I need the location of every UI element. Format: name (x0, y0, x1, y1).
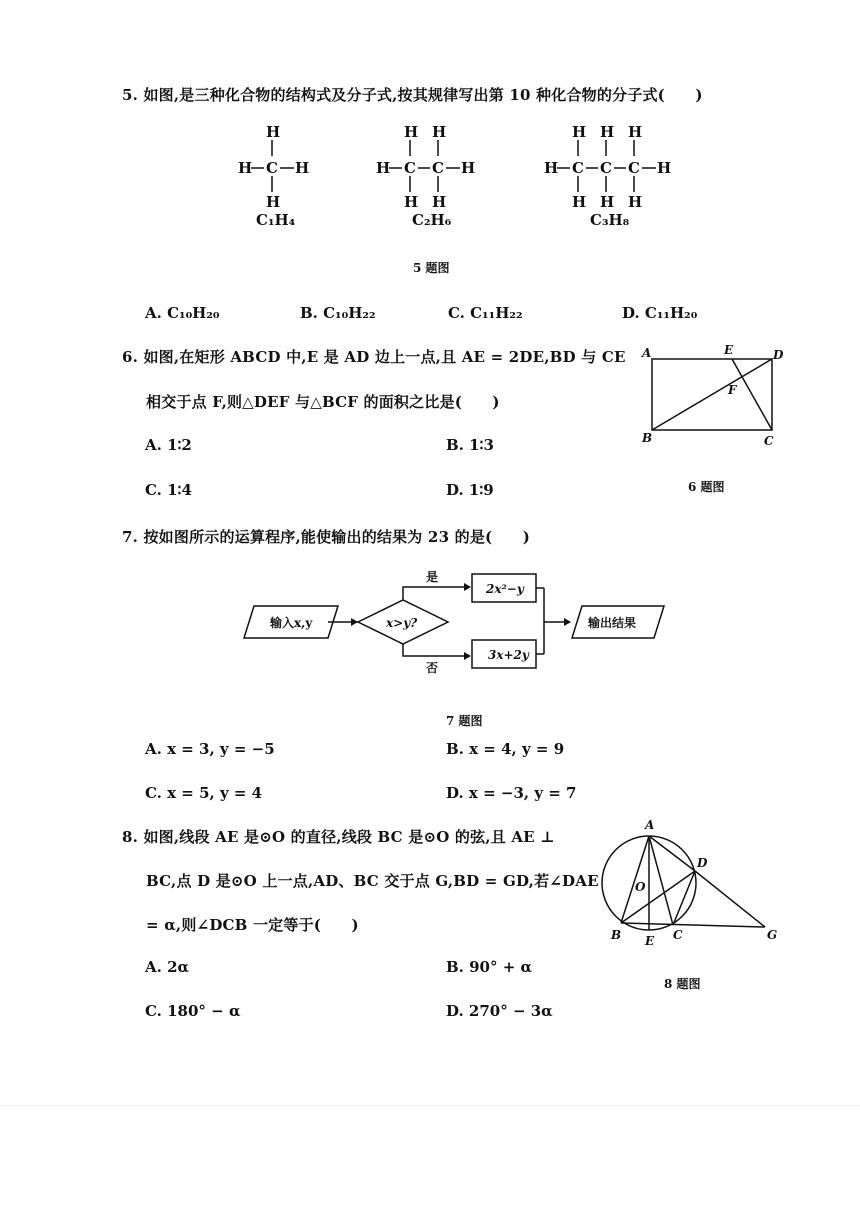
q6-option-d: D. 1∶9 (446, 481, 494, 499)
q5-option-a: A. C₁₀H₂₀ (145, 304, 220, 322)
q8-stem-line-3: = α,则∠DCB 一定等于( ) (146, 916, 359, 934)
atom-c: C (600, 159, 612, 177)
methane-structure (238, 123, 309, 211)
atom-h: H (628, 123, 643, 141)
atom-h: H (572, 193, 587, 211)
flow-expr-no: 3x+2y (488, 648, 529, 662)
atom-h: H (266, 123, 281, 141)
label-e: E (724, 343, 734, 357)
q7-flowchart (240, 566, 700, 676)
q5-caption: 5 题图 (413, 261, 450, 275)
flow-condition-label: x>y? (386, 616, 418, 630)
atom-h: H (544, 159, 559, 177)
q5-structural-formulas (0, 118, 860, 248)
atom-c: C (432, 159, 444, 177)
q8-option-c: C. 180° − α (145, 1002, 241, 1020)
atom-h: H (376, 159, 391, 177)
q6-stem-line-2: 相交于点 F,则△DEF 与△BCF 的面积之比是( ) (146, 393, 500, 411)
atom-h: H (600, 193, 615, 211)
q7-option-c: C. x = 5, y = 4 (145, 784, 263, 802)
flow-output-label: 输出结果 (588, 616, 637, 630)
atom-h: H (432, 193, 447, 211)
propane-structure (544, 123, 671, 211)
q8-circle-figure (605, 815, 805, 955)
q7-option-d: D. x = −3, y = 7 (446, 784, 577, 802)
flow-no-label: 否 (426, 661, 439, 675)
atom-h: H (461, 159, 476, 177)
atom-h: H (238, 159, 253, 177)
q7-option-a: A. x = 3, y = −5 (145, 740, 275, 758)
q6-option-a: A. 1∶2 (145, 436, 192, 454)
q7-caption: 7 题图 (446, 714, 483, 728)
atom-h: H (404, 193, 419, 211)
q8-option-d: D. 270° − 3α (446, 1002, 553, 1020)
atom-h: H (432, 123, 447, 141)
atom-h: H (295, 159, 310, 177)
q5-stem: 5. 如图,是三种化合物的结构式及分子式,按其规律写出第 10 种化合物的分子式( ) (122, 86, 703, 104)
atom-h: H (266, 193, 281, 211)
q8-stem-line-2: BC,点 D 是⊙O 上一点,AD、BC 交于点 G,BD = GD,若∠DAE (146, 872, 599, 890)
label-f: F (728, 383, 737, 397)
atom-c: C (266, 159, 278, 177)
flow-expr-yes: 2x²−y (486, 582, 524, 596)
atom-h: H (572, 123, 587, 141)
label-e: E (645, 934, 655, 948)
label-b: B (642, 431, 653, 445)
q8-option-b: B. 90° + α (446, 958, 533, 976)
q6-caption: 6 题图 (688, 480, 725, 494)
label-a: A (645, 818, 655, 832)
label-b: B (611, 928, 622, 942)
q6-option-c: C. 1∶4 (145, 481, 192, 499)
atom-c: C (628, 159, 640, 177)
q5-option-d: D. C₁₁H₂₀ (622, 304, 698, 322)
q5-option-c: C. C₁₁H₂₂ (448, 304, 523, 322)
formula-3: C₃H₈ (590, 211, 630, 229)
ethane-structure (376, 123, 475, 211)
atom-h: H (404, 123, 419, 141)
q8-caption: 8 题图 (664, 977, 701, 991)
label-a: A (642, 346, 652, 360)
flow-input-label: 输入x,y (270, 616, 313, 630)
q6-stem-line-1: 6. 如图,在矩形 ABCD 中,E 是 AD 边上一点,且 AE = 2DE,BD 与 CE (122, 348, 626, 366)
label-o: O (635, 880, 646, 894)
formula-1: C₁H₄ (256, 211, 296, 229)
label-d: D (697, 856, 708, 870)
formula-2: C₂H₆ (412, 211, 452, 229)
atom-h: H (628, 193, 643, 211)
q8-stem-line-1: 8. 如图,线段 AE 是⊙O 的直径,线段 BC 是⊙O 的弦,且 AE ⊥ (122, 828, 555, 846)
label-c: C (673, 928, 683, 942)
label-c: C (764, 434, 774, 448)
atom-c: C (572, 159, 584, 177)
q6-rectangle-figure (640, 344, 800, 454)
atom-h: H (600, 123, 615, 141)
label-d: D (773, 348, 784, 362)
atom-c: C (404, 159, 416, 177)
q7-option-b: B. x = 4, y = 9 (446, 740, 565, 758)
q5-option-b: B. C₁₀H₂₂ (300, 304, 376, 322)
label-g: G (767, 928, 778, 942)
q8-option-a: A. 2α (145, 958, 190, 976)
q7-stem: 7. 按如图所示的运算程序,能使输出的结果为 23 的是( ) (122, 528, 531, 546)
flow-yes-label: 是 (426, 570, 439, 584)
atom-h: H (657, 159, 672, 177)
page-bottom-divider (0, 1105, 860, 1106)
q6-option-b: B. 1∶3 (446, 436, 494, 454)
